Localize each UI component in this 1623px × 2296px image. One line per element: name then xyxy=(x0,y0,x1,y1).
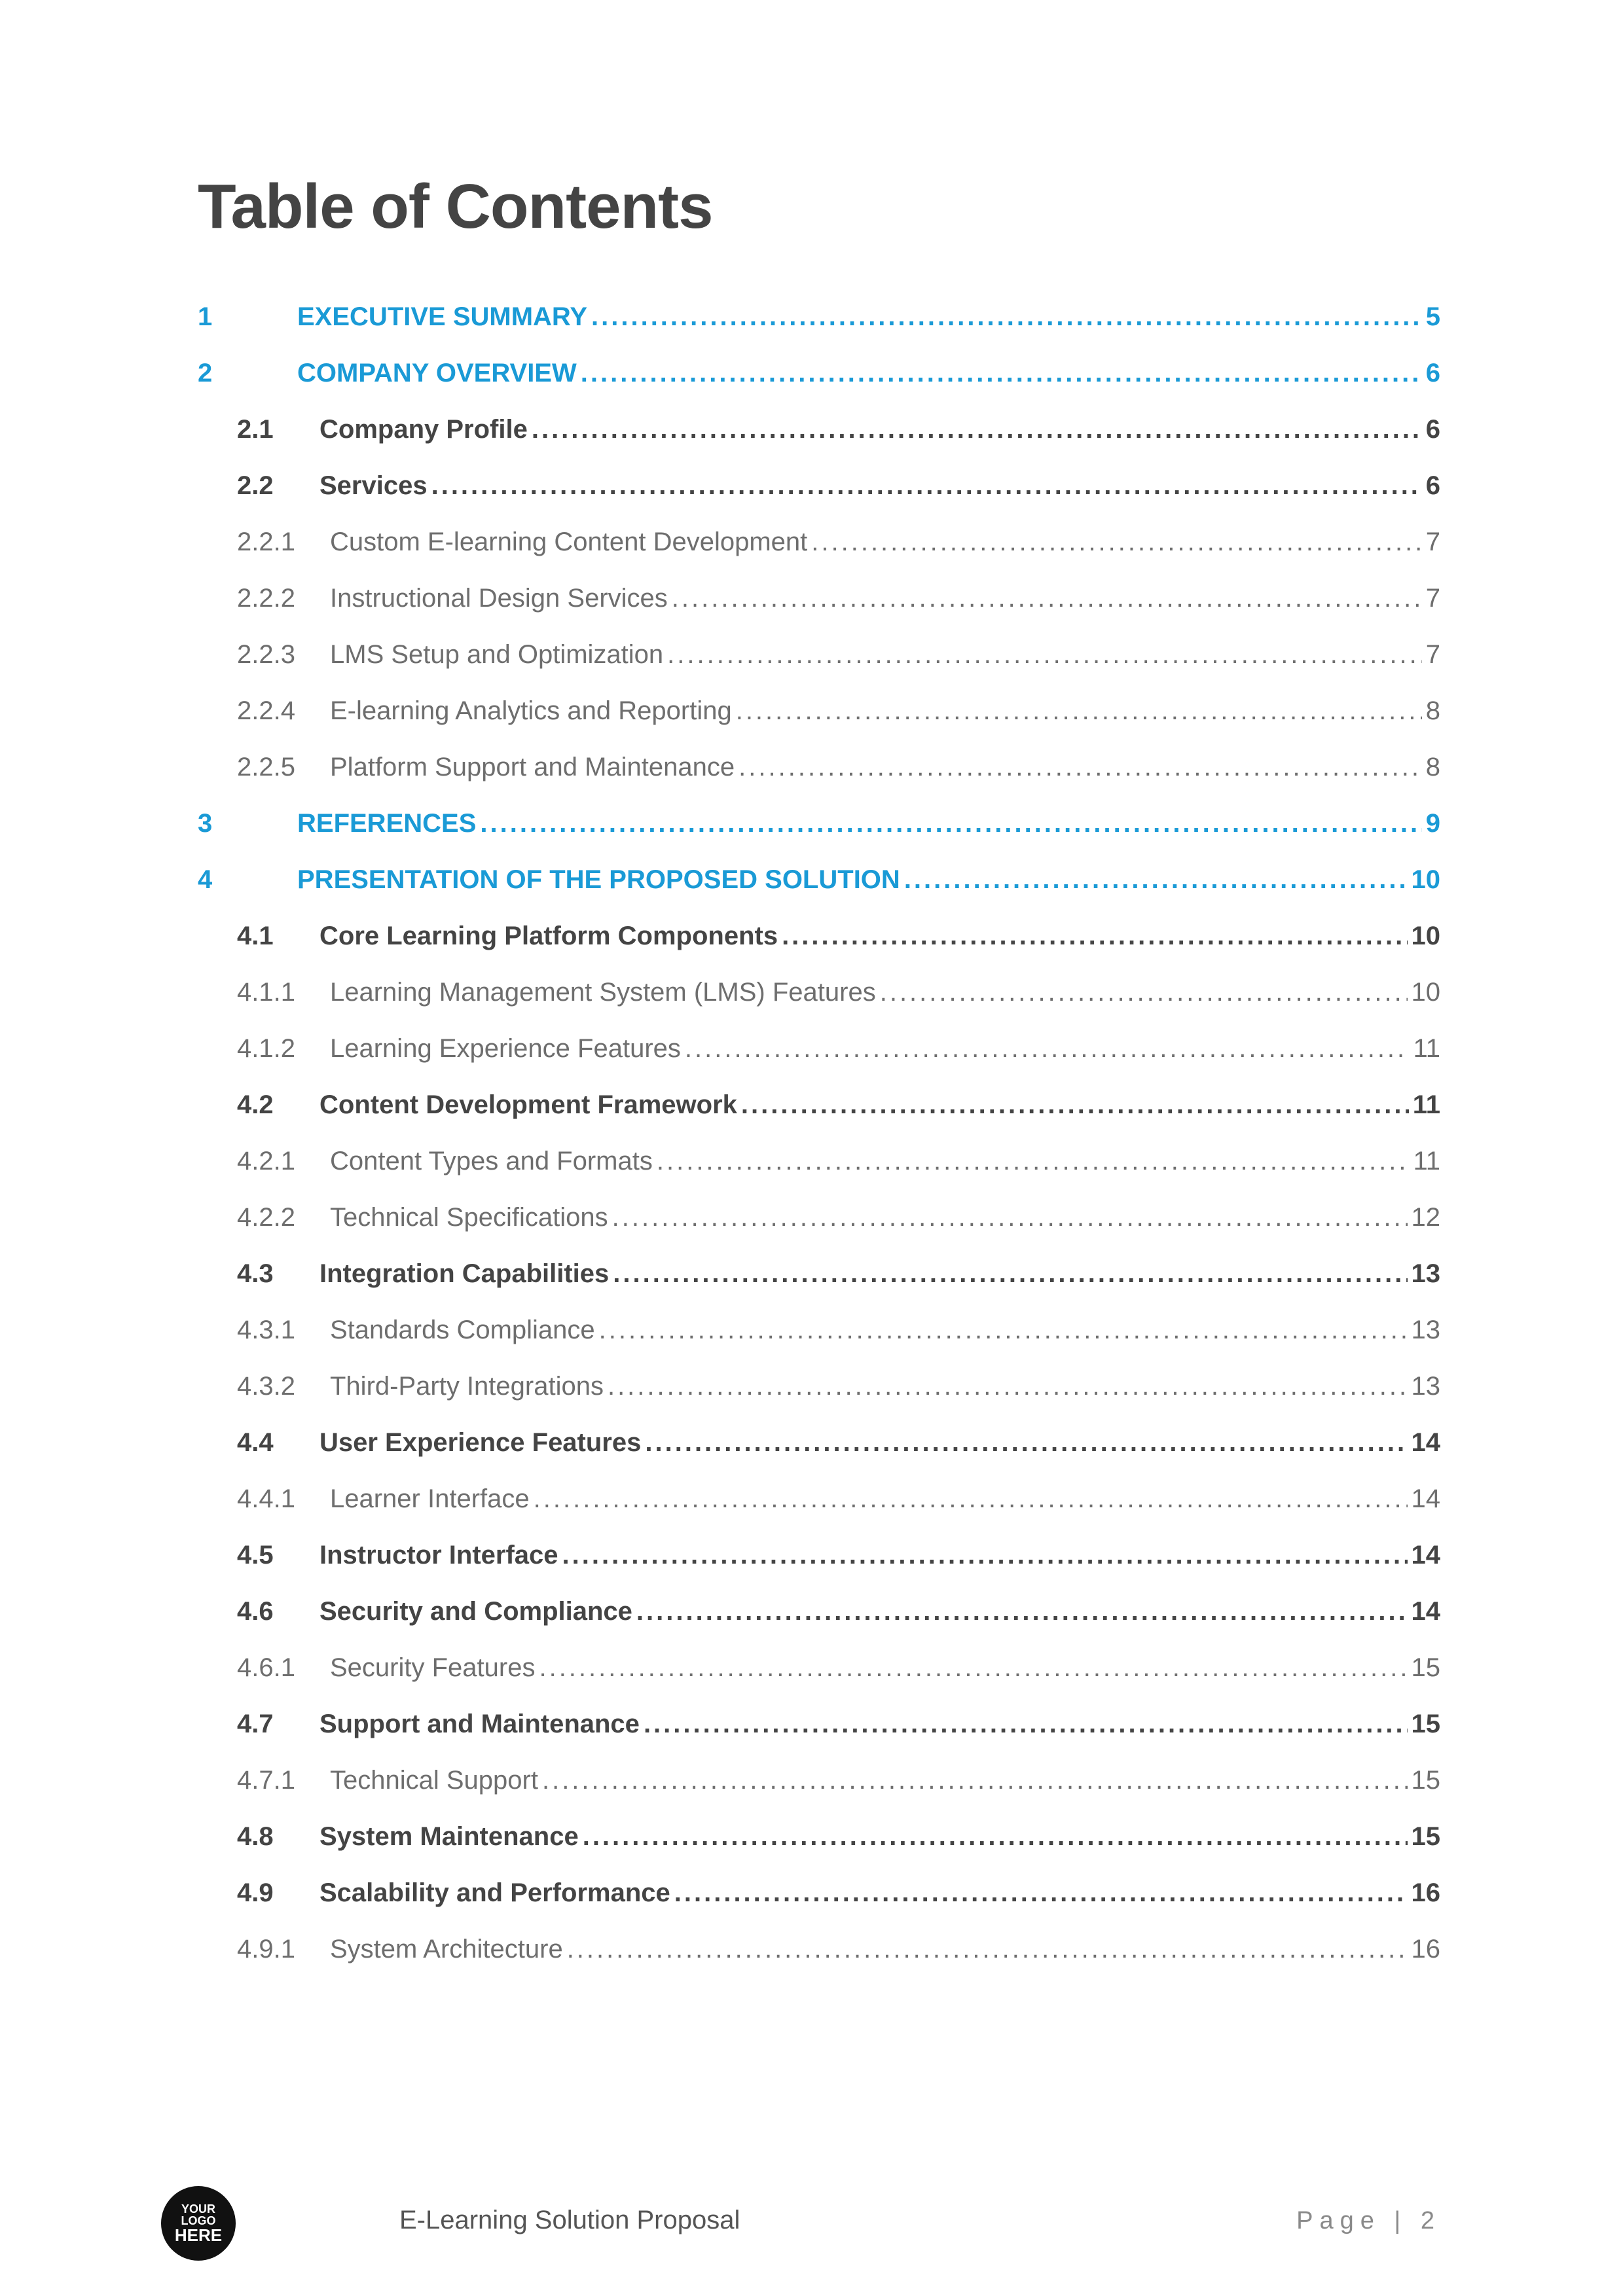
toc-entry-page: 14 xyxy=(1411,1428,1440,1457)
toc-entry-page: 6 xyxy=(1425,415,1440,444)
toc-entry-title: Learning Management System (LMS) Features xyxy=(330,978,876,1007)
toc-entry-2-2[interactable] xyxy=(198,471,1440,528)
toc-entry-number: 4.7.1 xyxy=(237,1766,295,1795)
toc-entry-title: Content Types and Formats xyxy=(330,1147,653,1175)
toc-entry-2-1[interactable] xyxy=(198,415,1440,471)
toc-entry-4-4[interactable] xyxy=(198,1428,1440,1484)
toc-entry-number: 4.6.1 xyxy=(237,1653,295,1682)
logo-line-3: HERE xyxy=(174,2225,223,2245)
toc-entry-page: 13 xyxy=(1411,1316,1440,1344)
toc-entry-page: 10 xyxy=(1411,865,1440,894)
toc-entry-title: E-learning Analytics and Reporting xyxy=(330,696,732,725)
toc-entry-title: REFERENCES xyxy=(297,809,477,838)
toc-entry-title: System Maintenance xyxy=(319,1822,579,1851)
toc-entry-number: 2.2.3 xyxy=(237,640,295,669)
toc-entry-4-7-1[interactable] xyxy=(198,1766,1440,1822)
toc-dot-leader xyxy=(539,1653,1407,1683)
toc-entry-number: 4.8 xyxy=(237,1822,274,1851)
toc-dot-leader xyxy=(644,1710,1408,1739)
toc-entry-2-2-4[interactable] xyxy=(198,696,1440,753)
toc-entry-number: 4.6 xyxy=(237,1597,274,1626)
toc-dot-leader xyxy=(562,1541,1408,1570)
toc-entry-page: 15 xyxy=(1411,1766,1440,1795)
toc-entry-page: 6 xyxy=(1425,359,1440,387)
toc-entry-number: 2 xyxy=(198,359,213,387)
toc-entry-1[interactable] xyxy=(198,302,1440,359)
toc-entry-4-8[interactable] xyxy=(198,1822,1440,1878)
toc-entry-page: 15 xyxy=(1411,1653,1440,1682)
toc-entry-page: 15 xyxy=(1411,1822,1440,1851)
toc-entry-page: 12 xyxy=(1411,1203,1440,1232)
toc-entry-page: 5 xyxy=(1425,302,1440,331)
toc-dot-leader xyxy=(608,1372,1408,1401)
toc-entry-4-2-2[interactable] xyxy=(198,1203,1440,1259)
toc-entry-4-6[interactable] xyxy=(198,1597,1440,1653)
toc-entry-title: Support and Maintenance xyxy=(319,1710,640,1738)
toc-entry-number: 2.2 xyxy=(237,471,274,500)
toc-entry-number: 4.9.1 xyxy=(237,1935,295,1964)
toc-dot-leader xyxy=(672,584,1422,613)
toc-dot-leader xyxy=(612,1203,1408,1232)
toc-dot-leader xyxy=(583,1822,1408,1852)
toc-entry-number: 4.4 xyxy=(237,1428,274,1457)
toc-entry-4[interactable] xyxy=(198,865,1440,922)
toc-entry-number: 2.2.5 xyxy=(237,753,295,781)
toc-entry-page: 14 xyxy=(1411,1484,1440,1513)
toc-entry-page: 14 xyxy=(1411,1541,1440,1570)
toc-entry-title: Scalability and Performance xyxy=(319,1878,670,1907)
toc-entry-4-3-1[interactable] xyxy=(198,1316,1440,1372)
toc-entry-4-5[interactable] xyxy=(198,1541,1440,1597)
toc-entry-page: 6 xyxy=(1425,471,1440,500)
toc-dot-leader xyxy=(739,753,1422,782)
toc-entry-title: Standards Compliance xyxy=(330,1316,595,1344)
toc-entry-page: 10 xyxy=(1411,922,1440,950)
toc-entry-number: 4.2.1 xyxy=(237,1147,295,1175)
toc-dot-leader xyxy=(591,302,1422,332)
toc-dot-leader xyxy=(613,1259,1407,1289)
toc-entry-number: 2.2.1 xyxy=(237,528,295,556)
toc-entry-title: Custom E-learning Content Development xyxy=(330,528,808,556)
toc-entry-2-2-3[interactable] xyxy=(198,640,1440,696)
toc-entry-2-2-5[interactable] xyxy=(198,753,1440,809)
toc-entry-title: Security and Compliance xyxy=(319,1597,632,1626)
toc-entry-title: Instructional Design Services xyxy=(330,584,668,613)
toc-entry-page: 15 xyxy=(1411,1710,1440,1738)
page-title: Table of Contents xyxy=(198,171,713,242)
toc-entry-page: 14 xyxy=(1411,1597,1440,1626)
toc-entry-4-2-1[interactable] xyxy=(198,1147,1440,1203)
toc-entry-4-1-1[interactable] xyxy=(198,978,1440,1034)
toc-entry-page: 11 xyxy=(1412,1090,1440,1119)
toc-entry-title: Instructor Interface xyxy=(319,1541,558,1570)
footer-document-title: E-Learning Solution Proposal xyxy=(399,2206,740,2234)
toc-entry-page: 13 xyxy=(1411,1259,1440,1288)
toc-entry-number: 2.1 xyxy=(237,415,274,444)
toc-entry-title: System Architecture xyxy=(330,1935,563,1964)
toc-entry-3[interactable] xyxy=(198,809,1440,865)
toc-entry-title: PRESENTATION OF THE PROPOSED SOLUTION xyxy=(297,865,900,894)
toc-entry-title: LMS Setup and Optimization xyxy=(330,640,664,669)
toc-entry-number: 4.3.2 xyxy=(237,1372,295,1401)
toc-dot-leader xyxy=(674,1878,1408,1908)
toc-dot-leader xyxy=(685,1034,1410,1064)
toc-entry-4-3-2[interactable] xyxy=(198,1372,1440,1428)
toc-entry-number: 4.2 xyxy=(237,1090,274,1119)
toc-entry-4-9[interactable] xyxy=(198,1878,1440,1935)
toc-entry-number: 4.1.1 xyxy=(237,978,295,1007)
toc-entry-page: 8 xyxy=(1425,753,1440,781)
toc-entry-2-2-1[interactable] xyxy=(198,528,1440,584)
logo-line-1: YOUR xyxy=(181,2202,215,2215)
toc-entry-2-2-2[interactable] xyxy=(198,584,1440,640)
toc-entry-number: 2.2.2 xyxy=(237,584,295,613)
toc-entry-page: 13 xyxy=(1411,1372,1440,1401)
toc-entry-title: Company Profile xyxy=(319,415,528,444)
toc-entry-number: 4.2.2 xyxy=(237,1203,295,1232)
toc-entry-title: COMPANY OVERVIEW xyxy=(297,359,577,387)
toc-entry-number: 4.3.1 xyxy=(237,1316,295,1344)
toc-entry-title: EXECUTIVE SUMMARY xyxy=(297,302,588,331)
toc-entry-number: 2.2.4 xyxy=(237,696,295,725)
toc-entry-title: Content Development Framework xyxy=(319,1090,737,1119)
toc-entry-page: 7 xyxy=(1425,640,1440,669)
toc-dot-leader xyxy=(534,1484,1408,1514)
toc-entry-page: 11 xyxy=(1413,1147,1440,1175)
toc-entry-number: 4.9 xyxy=(237,1878,274,1907)
toc-dot-leader xyxy=(741,1090,1409,1120)
toc-dot-leader xyxy=(636,1597,1408,1626)
toc-entry-number: 4.1 xyxy=(237,922,274,950)
toc-entry-number: 4.1.2 xyxy=(237,1034,295,1063)
toc-entry-page: 8 xyxy=(1425,696,1440,725)
toc-dot-leader xyxy=(782,922,1407,951)
toc-entry-number: 1 xyxy=(198,302,213,331)
toc-dot-leader xyxy=(599,1316,1408,1345)
toc-entry-title: Integration Capabilities xyxy=(319,1259,610,1288)
toc-entry-4-1[interactable] xyxy=(198,922,1440,978)
toc-dot-leader xyxy=(431,471,1422,501)
toc-entry-page: 10 xyxy=(1411,978,1440,1007)
toc-entry-title: Technical Specifications xyxy=(330,1203,608,1232)
toc-dot-leader xyxy=(542,1766,1408,1795)
toc-entry-page: 16 xyxy=(1411,1878,1440,1907)
toc-dot-leader xyxy=(480,809,1421,838)
toc-entry-4-9-1[interactable] xyxy=(198,1935,1440,1991)
toc-entry-2[interactable] xyxy=(198,359,1440,415)
toc-dot-leader xyxy=(667,640,1422,670)
toc-dot-leader xyxy=(880,978,1408,1007)
toc-entry-number: 3 xyxy=(198,809,213,838)
toc-entry-page: 11 xyxy=(1413,1034,1440,1063)
toc-entry-title: User Experience Features xyxy=(319,1428,642,1457)
toc-entry-number: 4.7 xyxy=(237,1710,274,1738)
toc-entry-title: Security Features xyxy=(330,1653,536,1682)
toc-entry-number: 4.5 xyxy=(237,1541,274,1570)
toc-entry-4-1-2[interactable] xyxy=(198,1034,1440,1090)
toc-entry-4-4-1[interactable] xyxy=(198,1484,1440,1541)
toc-entry-page: 7 xyxy=(1425,528,1440,556)
toc-dot-leader xyxy=(532,415,1422,444)
toc-entry-title: Learner Interface xyxy=(330,1484,530,1513)
company-logo xyxy=(161,2186,236,2261)
toc-entry-number: 4.4.1 xyxy=(237,1484,295,1513)
toc-entry-page: 9 xyxy=(1425,809,1440,838)
toc-entry-page: 16 xyxy=(1411,1935,1440,1964)
toc-entry-title: Platform Support and Maintenance xyxy=(330,753,735,781)
table-of-contents xyxy=(198,302,1440,1991)
toc-dot-leader xyxy=(581,359,1422,388)
toc-entry-4-6-1[interactable] xyxy=(198,1653,1440,1710)
toc-entry-title: Services xyxy=(319,471,428,500)
toc-entry-number: 4.3 xyxy=(237,1259,274,1288)
toc-entry-4-3[interactable] xyxy=(198,1259,1440,1316)
toc-entry-4-2[interactable] xyxy=(198,1090,1440,1147)
toc-dot-leader xyxy=(567,1935,1408,1964)
toc-dot-leader xyxy=(904,865,1408,895)
toc-entry-page: 7 xyxy=(1425,584,1440,613)
toc-entry-title: Learning Experience Features xyxy=(330,1034,681,1063)
toc-entry-title: Third-Party Integrations xyxy=(330,1372,604,1401)
toc-dot-leader xyxy=(811,528,1421,557)
toc-entry-title: Core Learning Platform Components xyxy=(319,922,778,950)
toc-entry-4-7[interactable] xyxy=(198,1710,1440,1766)
toc-dot-leader xyxy=(645,1428,1407,1458)
footer-page-number: Page | 2 xyxy=(1296,2207,1441,2234)
toc-dot-leader xyxy=(657,1147,1410,1176)
toc-dot-leader xyxy=(736,696,1422,726)
toc-entry-title: Technical Support xyxy=(330,1766,538,1795)
toc-entry-number: 4 xyxy=(198,865,213,894)
logo-line-2: LOGO xyxy=(181,2214,216,2227)
